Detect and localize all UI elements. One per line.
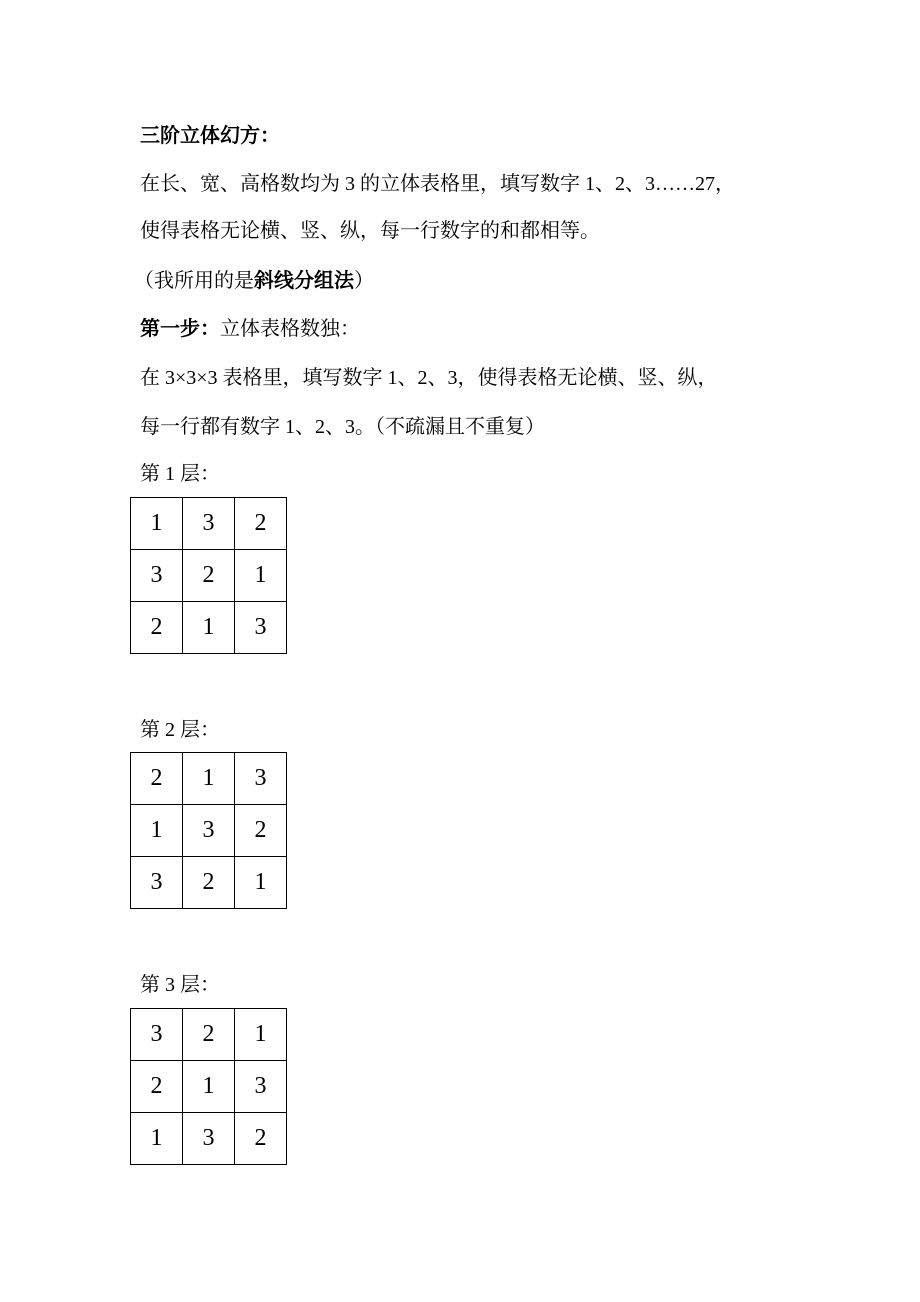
grid-row: [131, 1061, 287, 1113]
layer-2-label: 第 2 层：: [140, 719, 220, 741]
layer-1-grid: [130, 497, 287, 654]
intro-text-line-1: 在长、宽、高格数均为 3 的立体表格里，填写数字 1、2、3……27，: [140, 173, 735, 195]
grid-cell: 1: [235, 550, 287, 602]
grid-row: [131, 1009, 287, 1061]
grid-cell: 2: [183, 1009, 235, 1061]
grid-cell: 3: [183, 805, 235, 857]
layer-3-grid: [130, 1008, 287, 1165]
layer-3-label: 第 3 层：: [140, 974, 220, 996]
grid-cell: 3: [131, 857, 183, 909]
method-note: [134, 269, 374, 293]
layer-1-label: 第 1 层：: [140, 463, 220, 485]
document-title: 三阶立体幻方：: [140, 125, 280, 147]
grid-cell: 1: [131, 805, 183, 857]
step1-text-line-2: 每一行都有数字 1、2、3。（不疏漏且不重复）: [140, 416, 545, 438]
step1-heading: [140, 317, 360, 341]
grid-cell: 3: [235, 602, 287, 654]
step1-text-line-1: 在 3×3×3 表格里，填写数字 1、2、3，使得表格无论横、竖、纵，: [140, 367, 718, 389]
grid-row: [131, 1113, 287, 1165]
grid-cell: 3: [131, 1009, 183, 1061]
grid-cell: 3: [183, 1113, 235, 1165]
grid-cell: 2: [235, 498, 287, 550]
grid-row: [131, 857, 287, 909]
grid-cell: 1: [131, 498, 183, 550]
step1-label: 第一步：: [140, 318, 220, 340]
grid-cell: 2: [131, 602, 183, 654]
grid-row: [131, 550, 287, 602]
grid-cell: 2: [183, 550, 235, 602]
method-prefix: （我所用的是: [134, 270, 254, 292]
grid-cell: 2: [183, 857, 235, 909]
grid-cell: 2: [235, 805, 287, 857]
grid-cell: 1: [183, 602, 235, 654]
grid-row: [131, 805, 287, 857]
intro-text-line-2: 使得表格无论横、竖、纵，每一行数字的和都相等。: [140, 220, 600, 242]
grid-cell: 2: [131, 1061, 183, 1113]
grid-cell: 1: [235, 857, 287, 909]
grid-cell: 2: [235, 1113, 287, 1165]
method-name: 斜线分组法: [254, 270, 354, 292]
grid-row: [131, 602, 287, 654]
layer-2-grid: [130, 752, 287, 909]
grid-cell: 1: [183, 1061, 235, 1113]
grid-cell: 2: [131, 753, 183, 805]
grid-row: [131, 753, 287, 805]
step1-title: 立体表格数独：: [220, 318, 360, 340]
grid-cell: 3: [183, 498, 235, 550]
grid-cell: 1: [235, 1009, 287, 1061]
method-suffix: ）: [354, 270, 374, 292]
grid-cell: 3: [235, 1061, 287, 1113]
grid-row: [131, 498, 287, 550]
grid-cell: 3: [235, 753, 287, 805]
grid-cell: 3: [131, 550, 183, 602]
grid-cell: 1: [131, 1113, 183, 1165]
grid-cell: 1: [183, 753, 235, 805]
